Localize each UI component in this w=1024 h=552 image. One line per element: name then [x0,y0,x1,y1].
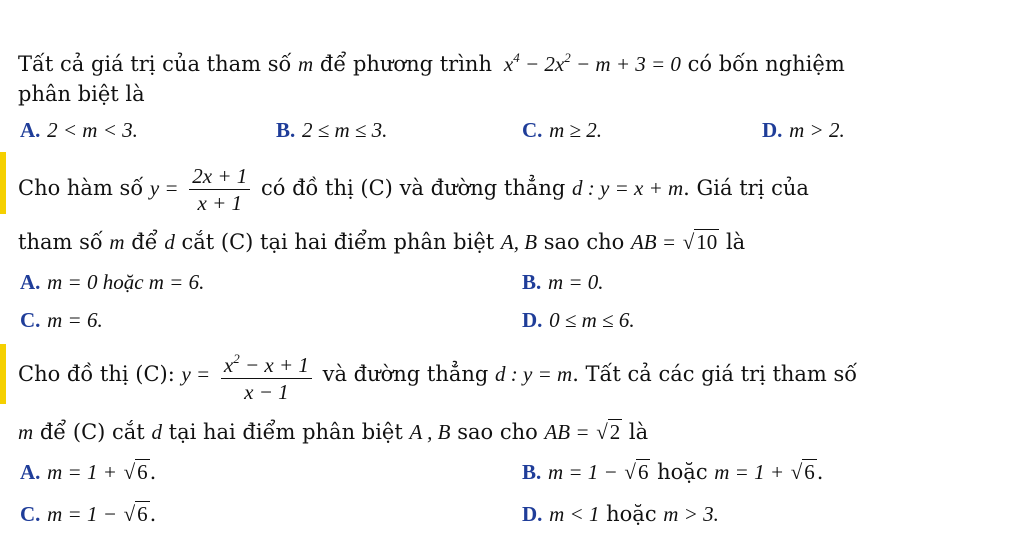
option-sqrt-val: 6 [137,502,148,526]
q2-line2-b: để [131,230,158,254]
option-text: m = 6. [47,308,103,332]
q3-line2-c: sao cho [457,420,538,444]
q3-stem-line1 [18,346,857,405]
option-label: B. [522,270,542,294]
q3-sqrt-val: 2 [609,420,621,444]
q3-line2-a: để (C) cắt [39,420,145,444]
option-sqrt: √6 [123,502,148,526]
q1-stem-c: có bốn nghiệm [687,52,845,76]
q1-eq-mid: − 2x [524,52,565,76]
q2-line2-d: d [164,230,175,254]
q3-line2-e: là [628,420,649,444]
q2-stem-a: Cho hàm số [18,176,144,200]
option-text: 2 < m < 3. [47,118,138,142]
q2-line2-f: là [725,230,746,254]
q3-line-eq: d : y = m [495,362,573,386]
option-label: A. [20,460,41,484]
q1-option-a[interactable] [20,116,138,144]
option-label: D. [522,502,543,526]
q2-curve: (C) [360,176,393,200]
q2-option-a[interactable] [20,268,204,296]
option-label: A. [20,118,41,142]
q2-line2-ab: A, B [500,230,538,254]
q2-y-eq: y = [149,176,179,200]
option-text-b: hoặc [606,502,657,526]
option-label: B. [276,118,296,142]
q3-line2-b: tại hai điểm phân biệt [168,420,403,444]
q2-line2-a: tham số [18,230,103,254]
q1-eq-sup2: 2 [564,50,571,65]
q2-frac-num: 2x + 1 [189,163,250,190]
q3-frac-num-a: x [223,353,234,377]
option-sqrt2-val: 6 [804,460,815,484]
q2-stem-c: và đường thẳng [399,176,566,200]
option-text-b: . [149,502,157,526]
q3-option-c[interactable] [20,500,156,528]
q1-stem-var: m [298,52,314,76]
q1-stem-line1 [18,44,845,78]
q1-stem-line2: phân biệt là [18,82,145,106]
q3-option-a[interactable] [20,458,156,486]
option-label: D. [522,308,543,332]
q3-curve: (C): [135,362,175,386]
q2-sqrt-val: 10 [696,230,718,254]
option-label: C. [522,118,543,142]
q2-line2-m: m [109,230,125,254]
q2-ab-eq: AB = [630,230,677,254]
q3-line2-d: d [151,420,162,444]
option-text: 2 ≤ m ≤ 3. [301,118,388,142]
q3-marker [0,344,6,404]
option-text: m > 2. [789,118,845,142]
q3-stem-a: Cho đồ thị [18,362,129,386]
q1-option-c[interactable] [522,116,602,144]
q3-frac-num-sup: 2 [233,351,240,366]
q2-option-b[interactable] [522,268,604,296]
option-text-a: m = 1 + [47,460,117,484]
option-text-c: m = 1 + [714,460,785,484]
q2-stem-d: . Giá trị của [683,176,809,200]
option-sqrt: √6 [123,460,148,484]
option-text: 0 ≤ m ≤ 6. [549,308,635,332]
q3-line2-ab: A , B [409,420,451,444]
q3-frac-num [221,346,312,379]
q3-fraction [221,346,312,405]
q3-option-b[interactable] [522,458,823,486]
option-text: m = 0. [547,270,604,294]
q2-line2-e: sao cho [543,230,625,254]
q3-stem-b: và đường thẳng [322,362,489,386]
q1-equation [499,52,681,76]
option-text-b: . [149,460,157,484]
q3-y-eq: y = [181,362,211,386]
option-text-c: m > 3. [663,502,719,526]
option-text-b: hoặc [657,460,708,484]
option-sqrt: √6 [624,460,649,484]
q2-line2-c: cắt (C) tại hai điểm phân biệt [181,230,495,254]
q1-eq-sup4: 4 [513,50,520,65]
q2-option-c[interactable] [20,306,103,334]
option-text-a: m = 1 − [47,502,117,526]
q2-stem-b: có đồ thị [260,176,354,200]
q2-marker [0,152,6,214]
option-label: C. [20,308,41,332]
q1-stem-b: để phương trình [319,52,492,76]
option-label: B. [522,460,542,484]
q2-sqrt: √10 [682,230,718,254]
q3-option-d[interactable] [522,500,719,528]
option-text-a: m = 1 − [547,460,618,484]
q3-sqrt: √2 [596,420,621,444]
q3-ab-eq: AB = [544,420,590,444]
option-label: C. [20,502,41,526]
option-sqrt-val: 6 [137,460,148,484]
q2-frac-den: x + 1 [197,191,243,215]
q3-frac-num-b: − x + 1 [244,353,309,377]
q2-stem-line1 [18,162,809,216]
option-label: D. [762,118,783,142]
option-text: m = 0 hoặc m = 6. [47,270,205,294]
option-text: m ≥ 2. [549,118,603,142]
q3-stem-c: . Tất cả các giá trị tham số [572,362,858,386]
q2-line-eq: d : y = x + m [572,176,684,200]
q1-stem-a: Tất cả giá trị của tham số [18,52,292,76]
q1-eq-x4: x [503,52,514,76]
q3-line2-m: m [18,420,34,444]
q3-stem-line2 [18,418,648,446]
q2-fraction [189,163,250,216]
option-text-d: . [816,460,824,484]
q2-option-d[interactable] [522,306,635,334]
option-sqrt-2: √6 [790,460,815,484]
option-text-a: m < 1 [549,502,600,526]
q1-eq-tail: − m + 3 = 0 [575,52,681,76]
q1-option-d[interactable] [762,116,845,144]
option-sqrt-val: 6 [637,460,649,484]
q3-frac-den: x − 1 [244,380,289,404]
option-label: A. [20,270,41,294]
q1-option-b[interactable] [276,116,387,144]
q2-stem-line2 [18,228,745,256]
